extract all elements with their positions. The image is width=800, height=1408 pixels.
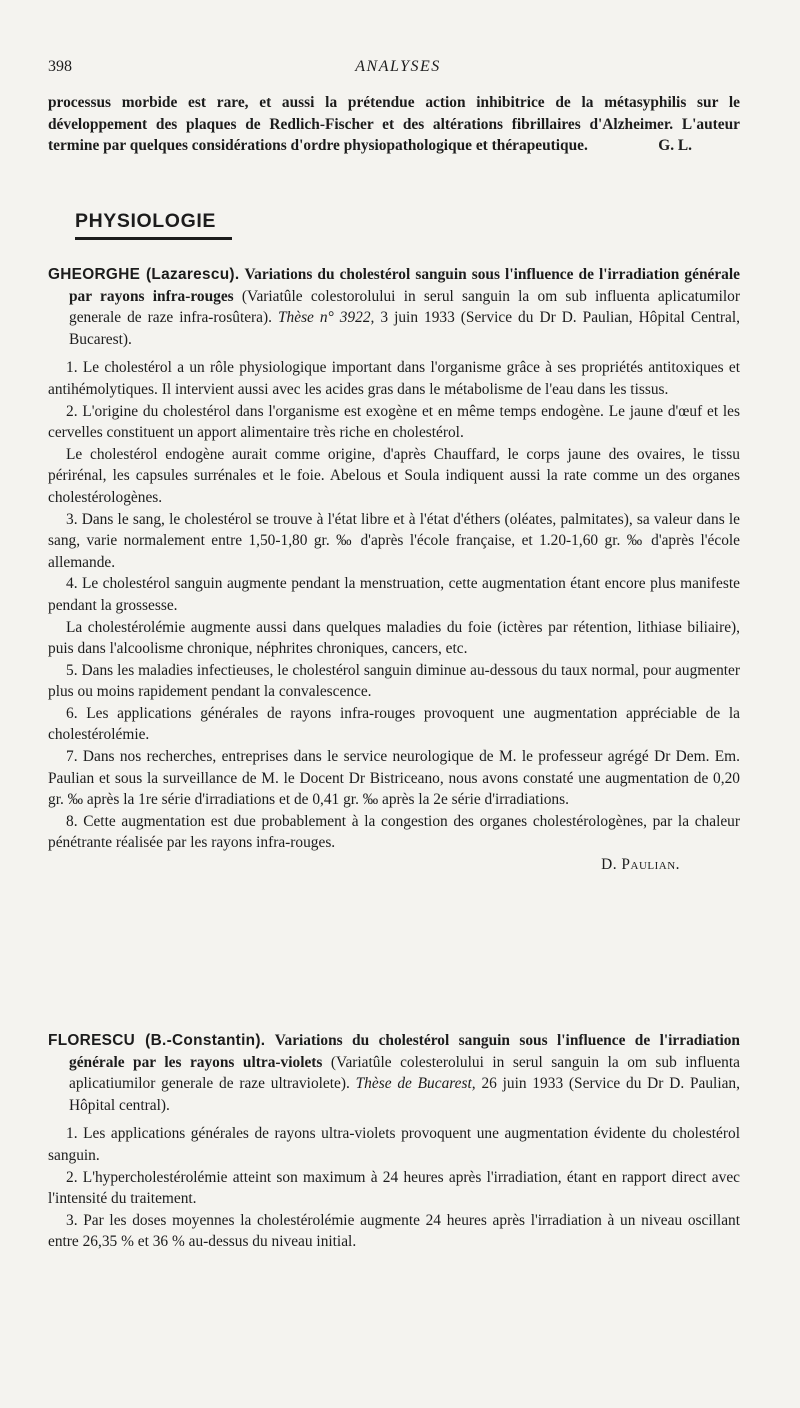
entry-translation: (Variatûle colesterolului in serul sanguin la om sub influenta aplicatiumilor generale de raze ultraviolete). [69,1053,740,1093]
paragraph: 1. Le cholestérol a un rôle physiologique important dans l'organisme grâce à ses propriétés antitoxiques et antihémolytiques. Il intervient aussi avec les acides gras dans le métabolisme de l'eau dans les tissus. [48,359,740,398]
paragraph: 3. Dans le sang, le cholestérol se trouve à l'état libre et à l'état d'éthers (oléates, palmitates), sa valeur dans le sang, varie normalement entre 1,50-1,80 gr. ‰ d'après l'école française, et 1.20-1,60 gr. ‰ d'après l'école allemande. [48,510,740,571]
intro-signature: G. L. [658,137,692,155]
paragraph: 1. Les applications générales de rayons ultra-violets provoquent une augmentation évidente du cholestérol sanguin. [48,1125,740,1164]
entry-source: 26 juin 1933 (Service du Dr D. Paulian, Hôpital central). [69,1075,740,1114]
entry-author: FLORESCU (B.-Constantin). [48,1032,266,1049]
entry-signature: D. Paulian. [601,856,680,874]
entry-heading [48,1030,740,1116]
entry-author: GHEORGHE (Lazarescu). [48,266,240,283]
paragraph: 5. Dans les maladies infectieuses, le cholestérol sanguin diminue au-dessous du taux normal, pour augmenter plus ou moins rapidement pendant la convalescence. [48,661,740,701]
paragraph: 2. L'origine du cholestérol dans l'organisme est exogène et en même temps endogène. Le jaune d'œuf et les cervelles constituent un apport alimentaire très riche en cholestérol. [48,402,740,442]
paragraph: 6. Les applications générales de rayons infra-rouges provoquent une augmentation appréciable de la cholestérolémie. [48,704,740,744]
paragraph: La cholestérolémie augmente aussi dans quelques maladies du foie (ictères par rétention, lithiase biliaire), puis dans l'alcoolisme chronique, néphrites chroniques, cancers, etc. [48,618,740,658]
paragraph: 2. L'hypercholestérolémie atteint son maximum à 24 heures après l'irradiation, étant en rapport direct avec l'intensité du traitement. [48,1168,740,1208]
section-underline [75,237,232,240]
entry-heading [48,264,740,350]
section-title: PHYSIOLOGIE [75,210,216,232]
running-head: ANALYSES [355,58,441,75]
entry-source-italic: Thèse de Bucarest, [355,1075,476,1093]
paragraph: 7. Dans nos recherches, entreprises dans le service neurologique de M. le professeur agrégé Dr Dem. Em. Paulian et sous la surveillance de M. le Docent Dr Bistriceano, nous avons constaté une augmentation de 0,20 gr. ‰ après la 1re série d'irradiations et de 0,41 gr. ‰ après la 2e série d'irradiations. [48,748,740,809]
intro-block [48,92,740,157]
entry-source: 3 juin 1933 (Service du Dr D. Paulian, Hôpital Central, Bucarest). [69,309,740,348]
abstract-entry-2 [48,1030,740,1253]
entry-source-italic: Thèse n° 3922, [277,309,375,327]
paragraph: 8. Cette augmentation est due probablement à la congestion des organes cholestérologènes, par la chaleur pénétrante réalisée par les rayons infra-rouges. [48,812,740,852]
entry-title: Variations du cholestérol sanguin sous l'influence de l'irradiation générale par les rayons ultra-violets [69,1032,740,1071]
paragraph: 4. Le cholestérol sanguin augmente pendant la menstruation, cette augmentation étant encore plus manifeste pendant la grossesse. [48,575,740,614]
page-number: 398 [48,58,72,75]
abstract-entry-1 [48,264,740,876]
entry-translation: (Variatûle colestorolului in serul sanguin la om sub influenta aplicatumilor generale de raze infra-rosûtera). [69,287,740,327]
paragraph: Le cholestérol endogène aurait comme origine, d'après Chauffard, le corps jaune des ovaires, le tissu périrénal, les capsules surrénales et le foie. Abelous et Soula indiquent aussi la rate comme un des organes cholestérologènes. [48,445,740,506]
page-header [48,58,748,80]
intro-paragraph: processus morbide est rare, et aussi la prétendue action inhibitrice de la métasyphilis sur le développement des plaques de Redlich-Fischer et des altérations fibrillaires d'Alzheimer. L'auteur termine par quelques considérations d'ordre physiopathologique et thérapeutique. [48,94,740,155]
entry-title: Variations du cholestérol sanguin sous l'influence de l'irradiation générale par rayons infra-rouges [69,266,740,305]
paragraph: 3. Par les doses moyennes la cholestérolémie augmente 24 heures après l'irradiation à un niveau oscillant entre 26,35 % et 36 % au-dessus du niveau initial. [48,1211,740,1251]
